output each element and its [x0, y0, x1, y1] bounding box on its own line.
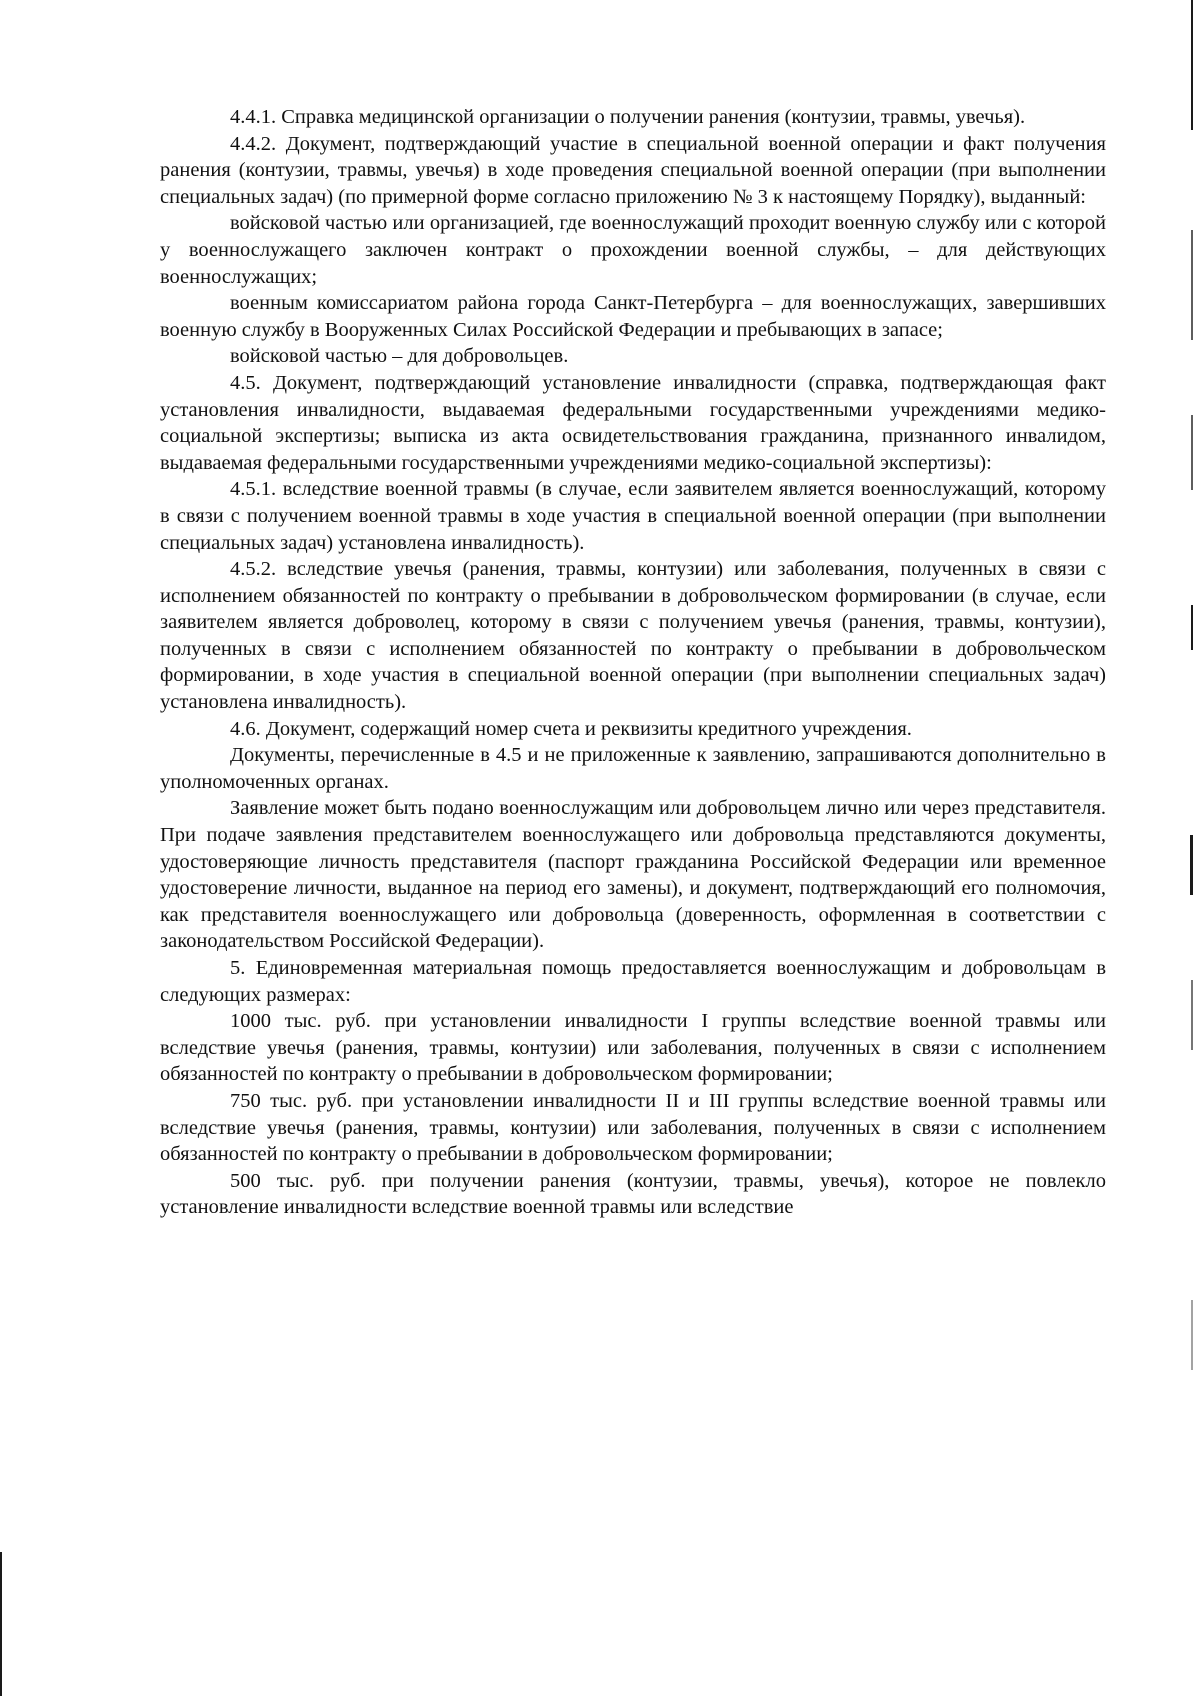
paragraph-4-4-2: 4.4.2. Документ, подтверждающий участие в специальной военной операции и факт получения ранения (контузии, травмы, увечья) в ходе проведения специальной военной операции (при выполнении специальных задач) (по примерной форме согласно приложению № 3 к настоящему Порядку), выданный:: [160, 132, 1106, 208]
scan-edge-mark: [1191, 605, 1193, 650]
paragraph-volunteers: войсковой частью – для добровольцев.: [230, 345, 569, 368]
scan-edge-mark: [1191, 980, 1193, 1050]
scan-edge-mark: [0, 1552, 2, 1696]
scan-edge-mark: [1191, 1300, 1193, 1370]
scan-edge-mark: [1191, 0, 1193, 130]
paragraph-4-6: 4.6. Документ, содержащий номер счета и реквизиты кредитного учреждения.: [230, 717, 912, 740]
scan-edge-mark: [1191, 230, 1193, 340]
paragraph-4-5-1: 4.5.1. вследствие военной травмы (в случае, если заявителем является военнослужащий, которому в связи с получением военной травмы в ходе участия в специальной военной операции (при выполнении специальных задач) установлена инвалидность).: [160, 478, 1106, 554]
scan-edge-mark: [1190, 835, 1193, 895]
paragraph-amount-1000: 1000 тыс. руб. при установлении инвалидности I группы вследствие военной травмы или вследствие увечья (ранения, травмы, контузии) или заболевания, полученных в связи с исполнением обязанностей по контракту о пребывании в добровольческом формировании;: [160, 1010, 1106, 1086]
paragraph-amount-500: 500 тыс. руб. при получении ранения (контузии, травмы, увечья), которое не повлекло установление инвалидности вследствие военной травмы или вследствие: [160, 1169, 1106, 1219]
paragraph-5: 5. Единовременная материальная помощь предоставляется военнослужащим и добровольцам в следующих размерах:: [160, 957, 1106, 1006]
scan-edge-mark: [1191, 415, 1193, 490]
paragraph-4-5: 4.5. Документ, подтверждающий установление инвалидности (справка, подтверждающая факт установления инвалидности, выдаваемая федеральными государственными учреждениями медико-социальной экспертизы; выписка из акта освидетельствования гражданина, признанного инвалидом, выдаваемая федеральными государственными учреждениями медико-социальной экспертизы):: [160, 371, 1106, 474]
paragraph-4-4-1: 4.4.1. Справка медицинской организации о получении ранения (контузии, травмы, увечья).: [230, 106, 1026, 128]
paragraph-application-representative: Заявление может быть подано военнослужащим или добровольцем лично или через представителя. При подаче заявления представителем военнослужащего или добровольца представляются документы, удостоверяющие личность представителя (паспорт гражданина Российской Федерации или временное удостоверение личности, выданное на период его замены), и документ, подтверждающий его полномочия, как представителя военнослужащего или добровольца (доверенность, оформленная в соответствии с законодательством Российской Федерации).: [160, 797, 1106, 953]
paragraph-amount-750: 750 тыс. руб. при установлении инвалидности II и III группы вследствие военной травмы или вследствие увечья (ранения, травмы, контузии) или заболевания, полученных в связи с исполнением обязанностей по контракту о пребывании в добровольческом формировании;: [160, 1089, 1106, 1166]
paragraph-commissariat: военным комиссариатом района города Санкт-Петербурга – для военнослужащих, завершивших военную службу в Вооруженных Силах Российской Федерации и пребывающих в запасе;: [160, 292, 1106, 341]
paragraph-documents-requested: Документы, перечисленные в 4.5 и не приложенные к заявлению, запрашиваются дополнительно в уполномоченных органах.: [160, 744, 1106, 793]
document-body: [160, 104, 1106, 1221]
paragraph-military-unit: войсковой частью или организацией, где военнослужащий проходит военную службу или с которой у военнослужащего заключен контракт о прохождении военной службы, – для действующих военнослужащих;: [160, 212, 1106, 288]
paragraph-4-5-2: 4.5.2. вследствие увечья (ранения, травмы, контузии) или заболевания, полученных в связи с исполнением обязанностей по контракту о пребывании в добровольческом формировании (в случае, если заявителем является доброволец, которому в связи с получением увечья (ранения, травмы, контузии), полученных в связи с исполнением обязанностей по контракту о пребывании в добровольческом формировании, в ходе участия в специальной военной операции (при выполнении специальных задач) установлена инвалидность).: [160, 558, 1106, 714]
